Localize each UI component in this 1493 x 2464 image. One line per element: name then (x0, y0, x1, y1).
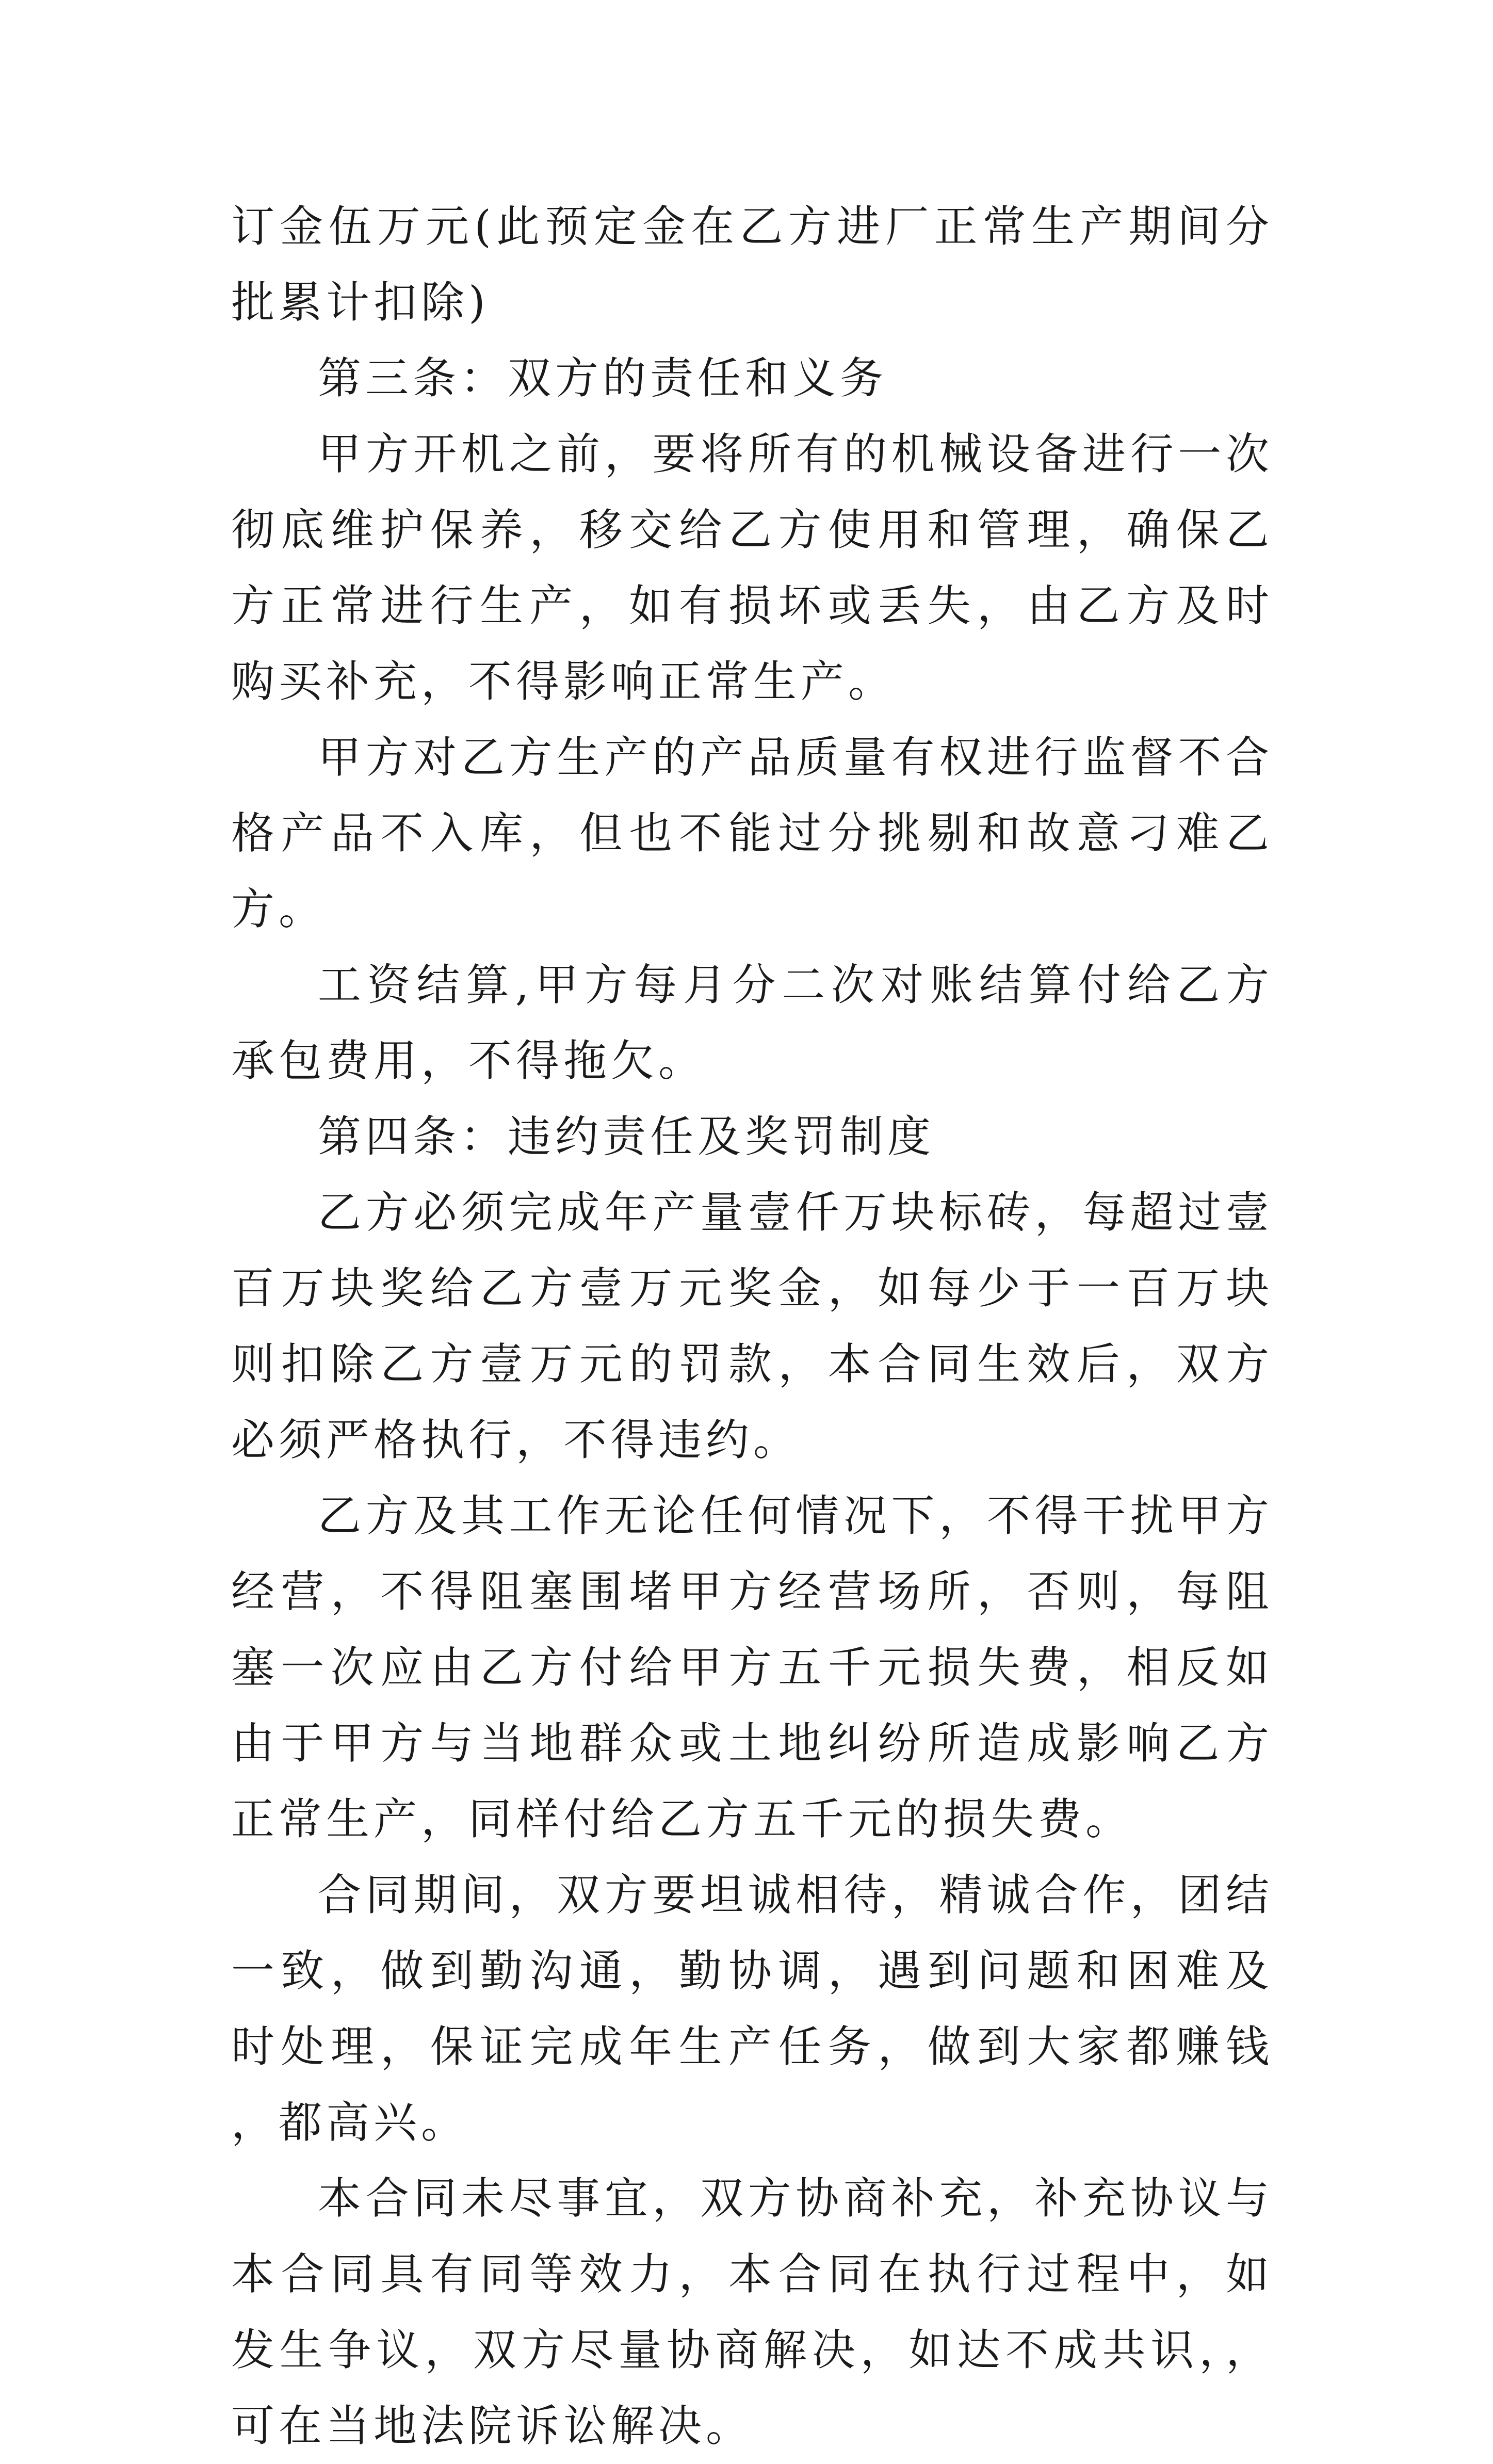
section-heading-article-4: 第四条：违约责任及奖罚制度 (318, 1111, 935, 1162)
paragraph-wage-settlement: 工资结算,甲方每月分二次对账结算付给乙方承包费用，不得拖欠。 (231, 960, 1274, 1086)
paragraph-production-quota: 乙方必须完成年产量壹仟万块标砖，每超过壹百万块奖给乙方壹万元奖金，如每少于一百万块则扣除乙方壹万元的罚款，本合同生效后，双方必须严格执行，不得违约。 (231, 1187, 1273, 1465)
paragraph-no-interference: 乙方及其工作无论任何情况下，不得干扰甲方经营，不得阻塞围堵甲方经营场所，否则，每阻塞一次应由乙方付给甲方五千元损失费，相反如由于甲方与当地群众或土地纠纷所造成影响乙方正常生产，同样付给乙方五千元的损失费。 (231, 1490, 1273, 1844)
document-body (231, 189, 1273, 2464)
paragraph-dispute-resolution: 本合同未尽事宜，双方协商补充，补充协议与本合同具有同等效力，本合同在执行过程中，如发生争议，双方尽量协商解决，如达不成共识，，可在当地法院诉讼解决。 (231, 2173, 1273, 2451)
paragraph-quality-supervision: 甲方对乙方生产的产品质量有权进行监督不合格产品不入库，但也不能过分挑剔和故意刁难乙方。 (231, 732, 1273, 934)
paragraph-cooperation: 合同期间，双方要坦诚相待，精诚合作，团结一致，做到勤沟通，勤协调，遇到问题和困难及时处理，保证完成年生产任务，做到大家都赚钱，都高兴。 (231, 1870, 1273, 2148)
paragraph-equipment-maintenance: 甲方开机之前，要将所有的机械设备进行一次彻底维护保养，移交给乙方使用和管理，确保乙方正常进行生产，如有损坏或丢失，由乙方及时购买补充，不得影响正常生产。 (231, 429, 1273, 707)
paragraph-deposit-continuation: 订金伍万元(此预定金在乙方进厂正常生产期间分批累计扣除) (231, 201, 1273, 328)
section-heading-article-3: 第三条：双方的责任和义务 (318, 353, 888, 403)
